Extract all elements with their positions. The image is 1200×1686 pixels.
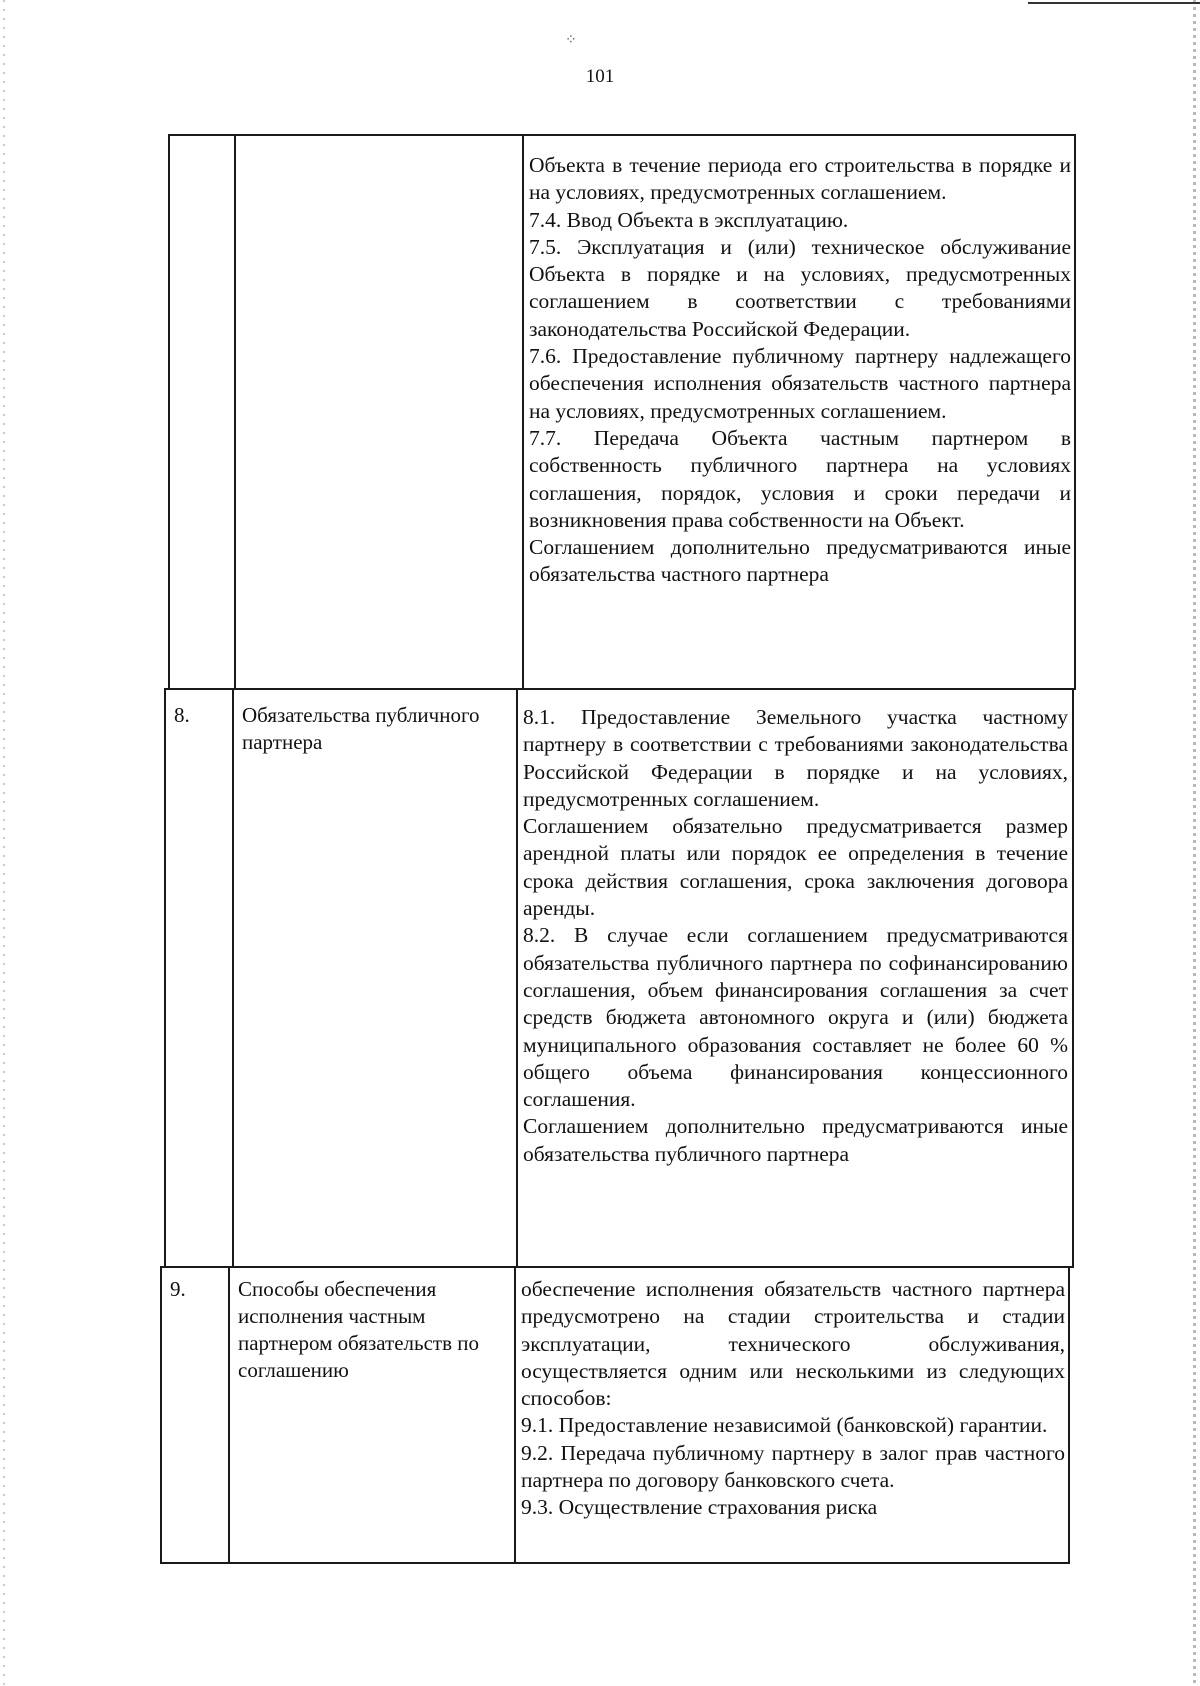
column-divider bbox=[232, 688, 234, 1268]
paragraph: 9.1. Предоставление независимой (банковской) гарантии. bbox=[521, 1413, 1048, 1438]
table-row-8 bbox=[164, 688, 1074, 1268]
paragraph: обеспечение исполнения обязательств частного партнера предусмотрено на стадии строительства и стадии эксплуатации, технического обслуживания, осуществляется одним или несколькими из следующих способов: bbox=[521, 1277, 1065, 1411]
paragraph: 7.7. Передача Объекта частным партнером в собственность публичного партнера на условиях соглашения, порядок, условия и сроки передачи и возникновения права собственности на Объект. bbox=[529, 425, 1071, 532]
paragraph: 9.2. Передача публичному партнеру в залог прав частного партнера по договору банковского счета. bbox=[521, 1440, 1065, 1493]
paragraph: 7.4. Ввод Объекта в эксплуатацию. bbox=[529, 207, 849, 232]
paragraph: 7.5. Эксплуатация и (или) техническое обслуживание Объекта в порядке и на условиях, предусмотренных соглашением в соответствии с требованиями законодательства Российской Федерации. bbox=[529, 234, 1071, 341]
page-number: 101 bbox=[585, 66, 615, 87]
scan-top-rule bbox=[1028, 2, 1200, 4]
paragraph: Соглашением обязательно предусматривается размер арендной платы или порядок ее определения в течение срока действия соглашения, срока заключения договора аренды. bbox=[523, 814, 1068, 921]
scan-edge-right bbox=[1193, 0, 1196, 1686]
column-divider bbox=[514, 1266, 516, 1564]
row-number: 9. bbox=[170, 1277, 186, 1301]
paragraph: 7.6. Предоставление публичному партнеру надлежащего обеспечения исполнения обязательств частного партнера на условиях, предусмотренных соглашением. bbox=[529, 344, 1071, 423]
scan-speck: ⁘ bbox=[565, 33, 577, 48]
scan-edge-left bbox=[3, 0, 5, 1686]
row-title: Обязательства публичного партнера bbox=[242, 703, 480, 754]
table-row-7-continued bbox=[168, 134, 1076, 690]
paragraph: 9.3. Осуществление страхования риска bbox=[521, 1495, 878, 1520]
paragraph: Объекта в течение периода его строительства в порядке и на условиях, предусмотренных соглашением. bbox=[529, 153, 1071, 205]
paragraph: Соглашением дополнительно предусматриваются иные обязательства частного партнера bbox=[529, 535, 1071, 587]
column-divider bbox=[228, 1266, 230, 1564]
paragraph: Соглашением дополнительно предусматриваются иные обязательства публичного партнера bbox=[523, 1114, 1068, 1166]
row-title: Способы обеспечения исполнения частным партнером обязательств по соглашению bbox=[238, 1277, 480, 1382]
row-content bbox=[523, 704, 1068, 1168]
column-divider bbox=[516, 688, 518, 1268]
paragraph: 8.2. В случае если соглашением предусматриваются обязательства публичного партнера по софинансированию соглашения, объем финансирования соглашения за счет средств бюджета автономного округа и (или) бюджета муниципального образования составляет не более 60 % общего объема финансирования концессионного соглашения. bbox=[523, 923, 1068, 1112]
row-number: 8. bbox=[174, 703, 190, 727]
column-divider bbox=[234, 134, 236, 690]
column-divider bbox=[522, 134, 524, 690]
table-row-9 bbox=[160, 1266, 1070, 1564]
row-content bbox=[521, 1276, 1065, 1522]
paragraph: 8.1. Предоставление Земельного участка частному партнеру в соответствии с требованиями законодательства Российской Федерации в порядке и на условиях, предусмотренных соглашением. bbox=[523, 705, 1068, 811]
row-content bbox=[529, 152, 1071, 589]
